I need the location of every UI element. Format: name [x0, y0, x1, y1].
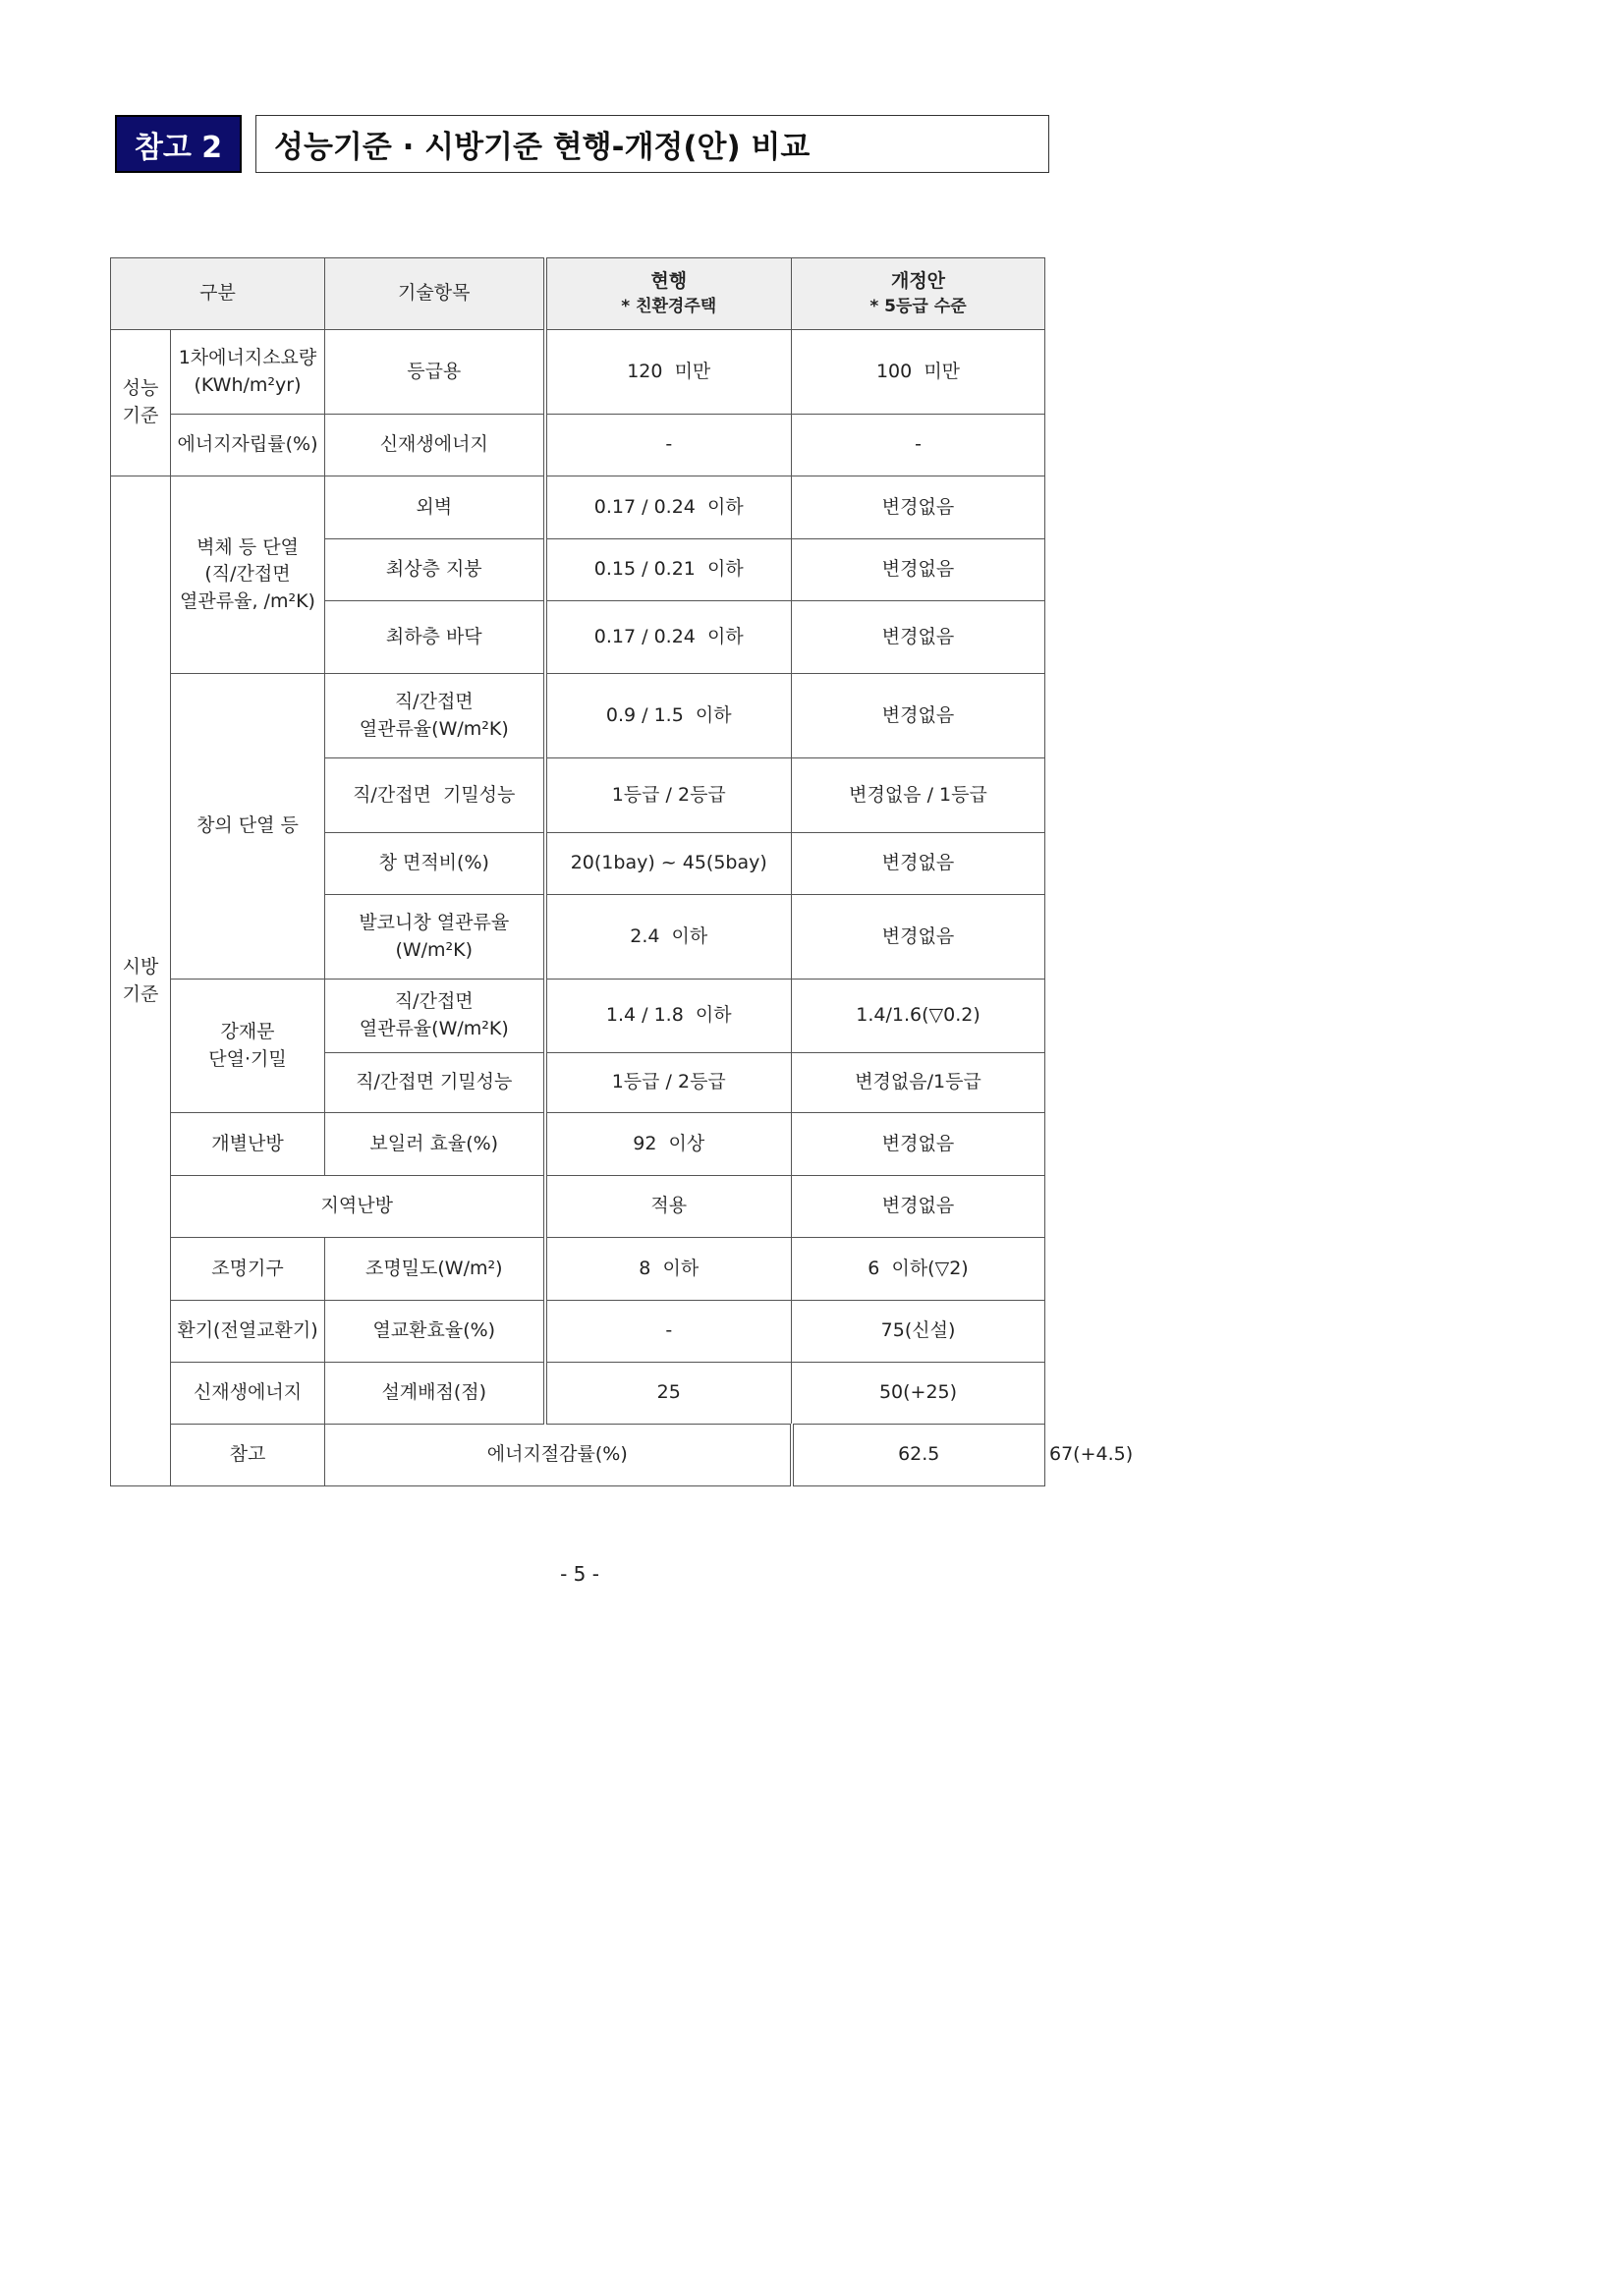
table-row	[111, 1363, 1045, 1425]
header-current-title: 현행	[650, 269, 688, 292]
row-item: 조명밀도(W/m²)	[325, 1238, 545, 1301]
row-current: 1.4 / 1.8 이하	[545, 980, 792, 1053]
table-row	[111, 1301, 1045, 1363]
row-item: 직/간접면 열관류율(W/m²K)	[325, 674, 545, 758]
row-current: 62.5	[792, 1425, 1045, 1486]
comparison-table	[110, 257, 1134, 1486]
row-current: 20(1bay) ~ 45(5bay)	[545, 833, 792, 895]
row-category: 신재생에너지	[171, 1363, 325, 1425]
row-current: 2.4 이하	[545, 895, 792, 980]
row-current: 0.17 / 0.24 이하	[545, 601, 792, 674]
row-item: 열교환효율(%)	[325, 1301, 545, 1363]
row-revised: 변경없음	[792, 1176, 1045, 1238]
page-number: - 5 -	[560, 1562, 599, 1586]
row-item: 직/간접면 기밀성능	[325, 758, 545, 833]
row-current: 120 미만	[545, 330, 792, 415]
row-current: 0.15 / 0.21 이하	[545, 539, 792, 601]
row-current: -	[545, 415, 792, 476]
header-revised-title: 개정안	[890, 269, 946, 292]
table-row	[111, 476, 1045, 539]
row-category: 벽체 등 단열 (직/간접면 열관류율, /m²K)	[171, 476, 325, 674]
row-revised: 100 미만	[792, 330, 1045, 415]
row-item: 최상층 지붕	[325, 539, 545, 601]
row-category: 강재문 단열·기밀	[171, 980, 325, 1113]
row-item: 최하층 바닥	[325, 601, 545, 674]
row-revised: 50(+25)	[792, 1363, 1045, 1425]
row-revised: 변경없음	[792, 1113, 1045, 1176]
row-category: 1차에너지소요량 (KWh/m²yr)	[171, 330, 325, 415]
table-row	[111, 330, 1045, 415]
row-category: 조명기구	[171, 1238, 325, 1301]
header-item: 기술항목	[325, 258, 545, 330]
row-revised: 변경없음	[792, 539, 1045, 601]
table-row: 참고 에너지절감률(%) 62.5 67(+4.5)	[111, 1425, 1045, 1486]
row-revised: 변경없음	[792, 833, 1045, 895]
row-category: 지역난방	[171, 1176, 545, 1238]
section-performance: 성능 기준	[111, 330, 171, 476]
header-row	[111, 258, 1045, 330]
table-row	[111, 415, 1045, 476]
table-row	[111, 1113, 1045, 1176]
row-current: 1등급 / 2등급	[545, 1053, 792, 1113]
section-prescriptive: 시방 기준	[111, 476, 171, 1486]
header-revised	[792, 258, 1045, 330]
table-row	[111, 674, 1045, 758]
row-current: 1등급 / 2등급	[545, 758, 792, 833]
reference-badge: 참고 2	[115, 115, 242, 173]
row-revised: 변경없음 / 1등급	[792, 758, 1045, 833]
row-revised: 75(신설)	[792, 1301, 1045, 1363]
header-current	[545, 258, 792, 330]
row-item: 보일러 효율(%)	[325, 1113, 545, 1176]
row-current: 0.17 / 0.24 이하	[545, 476, 792, 539]
table-row	[111, 1176, 1045, 1238]
row-current: -	[545, 1301, 792, 1363]
row-category: 에너지자립률(%)	[171, 415, 325, 476]
row-item: 신재생에너지	[325, 415, 545, 476]
row-item: 발코니창 열관류율(W/m²K)	[325, 895, 545, 980]
row-revised: 변경없음/1등급	[792, 1053, 1045, 1113]
row-category: 개별난방	[171, 1113, 325, 1176]
row-category: 환기(전열교환기)	[171, 1301, 325, 1363]
row-current: 25	[545, 1363, 792, 1425]
row-revised: 변경없음	[792, 476, 1045, 539]
row-current: 적용	[545, 1176, 792, 1238]
page-title: 성능기준 · 시방기준 현행-개정(안) 비교	[255, 115, 1049, 173]
row-current: 8 이하	[545, 1238, 792, 1301]
row-revised: 변경없음	[792, 601, 1045, 674]
row-item: 설계배점(점)	[325, 1363, 545, 1425]
row-item: 직/간접면 기밀성능	[325, 1053, 545, 1113]
header-category: 구분	[111, 258, 325, 330]
row-revised: 6 이하(▽2)	[792, 1238, 1045, 1301]
row-current: 92 이상	[545, 1113, 792, 1176]
table-row	[111, 1238, 1045, 1301]
title-bar	[115, 115, 1049, 173]
row-revised: 변경없음	[792, 895, 1045, 980]
row-category: 창의 단열 등	[171, 674, 325, 980]
row-revised: 변경없음	[792, 674, 1045, 758]
row-item: 등급용	[325, 330, 545, 415]
row-item: 창 면적비(%)	[325, 833, 545, 895]
row-category: 에너지절감률(%)	[325, 1425, 792, 1486]
header-revised-note: * 5등급 수준	[869, 297, 967, 317]
row-item: 외벽	[325, 476, 545, 539]
row-current: 0.9 / 1.5 이하	[545, 674, 792, 758]
row-revised: 1.4/1.6(▽0.2)	[792, 980, 1045, 1053]
row-revised: -	[792, 415, 1045, 476]
row-item: 직/간접면 열관류율(W/m²K)	[325, 980, 545, 1053]
section-reference: 참고	[171, 1425, 325, 1486]
table-row	[111, 980, 1045, 1053]
header-current-note: * 친환경주택	[621, 297, 717, 317]
